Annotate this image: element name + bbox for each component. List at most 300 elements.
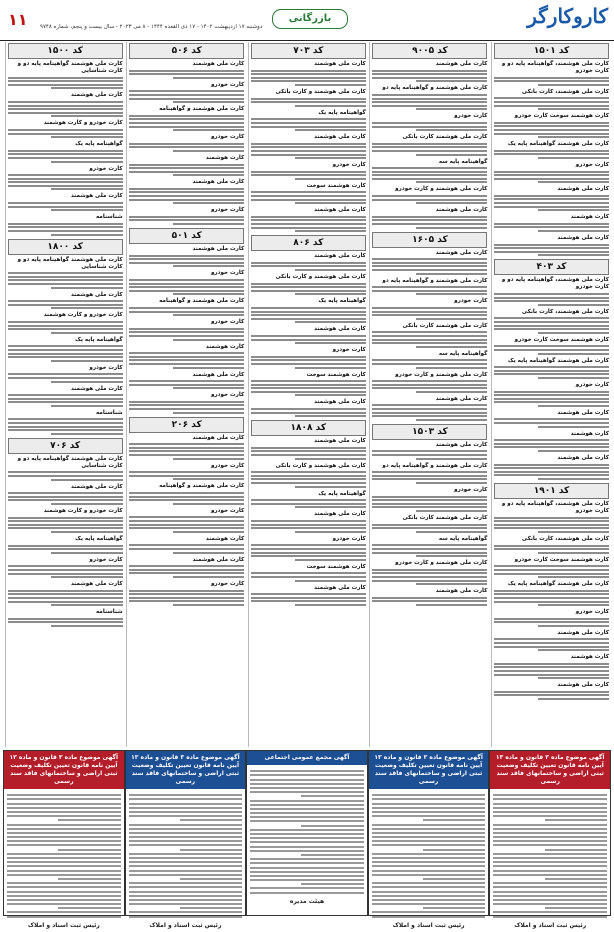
ad-text-line — [538, 332, 609, 334]
ad-text-line — [51, 503, 122, 505]
notice-text-line — [372, 811, 486, 813]
ad-text-line — [129, 516, 244, 518]
ad-text-line — [251, 593, 366, 595]
ad-text-line — [538, 405, 609, 407]
ad-text-line — [8, 174, 123, 176]
ad-text-line — [494, 293, 609, 295]
ad-text-line — [251, 199, 366, 201]
ad-text-line — [372, 265, 487, 267]
ad-text-line — [129, 115, 244, 117]
ad-text-line — [416, 419, 487, 421]
lost-document-ad — [372, 134, 487, 155]
ad-text-line — [8, 565, 123, 567]
ad-title: کارت خودرو — [210, 392, 245, 399]
ad-text-line — [51, 604, 122, 606]
ad-title: گواهینامه پایه یک — [318, 298, 366, 305]
column-code-header: کد ۷۰۳ — [251, 43, 366, 59]
notice-text-line — [372, 794, 486, 796]
lost-document-ad — [251, 326, 366, 344]
notice-text-line — [129, 803, 243, 805]
ad-text-line — [416, 227, 487, 229]
ad-text-line — [538, 698, 609, 700]
notice-text-line — [493, 882, 607, 884]
ad-text-line — [494, 670, 609, 672]
ad-text-line — [251, 126, 366, 128]
ad-text-line — [494, 370, 609, 372]
lost-document-ad — [129, 392, 244, 413]
ad-text-line — [494, 373, 609, 375]
notice-signature: رئیس ثبت اسناد و املاک — [149, 921, 222, 929]
ad-text-line — [416, 482, 487, 484]
ad-text-line — [295, 604, 366, 606]
notice-text-line — [7, 844, 121, 846]
notice-text-line — [7, 916, 121, 918]
lost-document-ad — [251, 207, 366, 232]
ad-text-line — [8, 272, 123, 274]
ad-text-line — [295, 531, 366, 533]
notice-text-line — [7, 807, 121, 809]
notice-text-line — [58, 907, 120, 909]
notice-text-line — [7, 882, 121, 884]
notice-text-line — [129, 811, 243, 813]
ad-text-line — [494, 321, 609, 323]
ad-text-line — [129, 520, 244, 522]
ad-text-line — [8, 398, 123, 400]
notice-text-line — [7, 832, 121, 834]
notice-boxes — [3, 750, 611, 929]
column-code-header: کد ۱۸۰۰ — [8, 239, 123, 255]
ad-text-line — [129, 118, 244, 120]
ad-text-line — [494, 202, 609, 204]
notice-text-line — [250, 850, 364, 852]
notice-text-line — [129, 844, 243, 846]
notice-text-line — [7, 870, 121, 872]
ad-text-line — [494, 439, 609, 441]
ad-text-line — [129, 307, 244, 309]
notice-text-line — [129, 798, 243, 800]
ad-title: کارت هوشمند سوخت — [306, 563, 366, 570]
ad-text-line — [494, 195, 609, 197]
ad-text-line — [494, 345, 609, 347]
ad-text-line — [8, 597, 123, 599]
notice-text-line — [250, 871, 364, 873]
ad-text-line — [251, 503, 366, 505]
notice-text-line — [423, 849, 485, 851]
ad-title: کارت ملی هوشمند گواهینامه پایه یک — [507, 357, 609, 364]
ad-text-line — [251, 73, 366, 75]
ad-text-line — [8, 226, 123, 228]
ad-text-line — [372, 314, 487, 316]
ad-text-line — [8, 545, 123, 547]
lost-document-ad — [8, 609, 123, 627]
lost-document-ad — [251, 463, 366, 488]
ad-text-line — [372, 342, 487, 344]
notice-text-line — [129, 828, 243, 830]
ad-text-line — [416, 346, 487, 348]
ad-text-line — [372, 70, 487, 72]
ad-text-line — [129, 331, 244, 333]
ad-text-line — [51, 161, 122, 163]
lost-document-ad — [251, 347, 366, 368]
ad-text-line — [251, 118, 366, 120]
ad-text-line — [173, 478, 244, 480]
ad-text-line — [8, 496, 123, 498]
notice-text-line — [372, 815, 486, 817]
notice-text-line — [372, 828, 486, 830]
ad-text-line — [416, 604, 487, 606]
ad-text-line — [538, 426, 609, 428]
ad-text-line — [251, 600, 366, 602]
notice-text-line — [493, 891, 607, 893]
ad-text-line — [538, 84, 609, 86]
ad-title: کارت ملی هوشمند، کارت بانکی — [521, 535, 609, 542]
ad-text-line — [8, 418, 123, 420]
lost-document-ad — [251, 253, 366, 271]
ad-text-line — [8, 492, 123, 494]
ad-text-line — [372, 499, 487, 501]
notice-text-line — [372, 853, 486, 855]
ad-text-line — [494, 223, 609, 225]
lost-document-ad — [129, 581, 244, 606]
lost-document-ad — [372, 536, 487, 557]
ad-text-line — [372, 475, 487, 477]
ad-title: کارت هوشمند — [205, 154, 245, 161]
ad-text-line — [129, 255, 244, 257]
ad-text-line — [8, 206, 123, 208]
lost-document-ad — [129, 319, 244, 340]
ad-text-line — [129, 565, 244, 567]
ad-title: کارت ملی هوشمند گواهینامه پایه دو و کارت شناسایی — [17, 256, 123, 270]
ad-title: کارت ملی هوشمند، گواهینامه پایه دو و کارت خودرو — [501, 277, 609, 291]
ad-text-line — [416, 202, 487, 204]
notice-text-line — [301, 825, 363, 827]
ad-text-line — [494, 446, 609, 448]
lost-document-ad — [251, 162, 366, 180]
ad-text-line — [494, 174, 609, 176]
ad-text-line — [8, 401, 123, 403]
ad-text-line — [129, 216, 244, 218]
ad-text-line — [173, 387, 244, 389]
ad-text-line — [251, 195, 366, 197]
ad-text-line — [8, 422, 123, 424]
ad-text-line — [129, 286, 244, 288]
ad-text-line — [8, 356, 123, 358]
ad-text-line — [295, 202, 366, 204]
column-code-header: کد ۱۸۰۸ — [251, 420, 366, 436]
ad-text-line — [295, 342, 366, 344]
ad-title: کارت ملی هوشمند — [192, 434, 245, 441]
ad-text-line — [295, 157, 366, 159]
notice-text-line — [250, 770, 364, 772]
lost-document-ad — [8, 337, 123, 362]
ad-text-line — [494, 125, 609, 127]
ad-text-line — [51, 287, 122, 289]
notice-text-line — [493, 899, 607, 901]
notice-text-line — [493, 886, 607, 888]
lost-document-ad — [494, 358, 609, 379]
lost-document-ad — [372, 159, 487, 184]
ad-text-line — [494, 545, 609, 547]
notice-text-line — [129, 903, 243, 905]
ad-text-line — [372, 339, 487, 341]
ad-title: کارت ملی هوشمند کارت بانکی — [402, 514, 488, 521]
notice-text-line — [372, 861, 486, 863]
lost-document-ad — [494, 277, 609, 305]
ad-text-line — [494, 349, 609, 351]
notice-text-line — [7, 840, 121, 842]
ad-text-line — [416, 181, 487, 183]
ad-text-line — [372, 105, 487, 107]
ad-title: گواهینامه پایه یک — [318, 109, 366, 116]
ad-text-line — [251, 471, 366, 473]
ad-text-line — [8, 202, 123, 204]
ad-title: کارت خودرو — [210, 580, 245, 587]
ad-text-line — [494, 171, 609, 173]
ad-title: کارت هوشمند — [570, 214, 609, 221]
ad-text-line — [494, 666, 609, 668]
column-code-header: کد ۲۰۶ — [129, 417, 244, 433]
ad-text-line — [8, 105, 123, 107]
ad-text-line — [8, 601, 123, 603]
ad-text-line — [295, 458, 366, 460]
ad-text-line — [251, 174, 366, 176]
ad-title: کارت ملی هوشمند — [435, 441, 488, 448]
ad-text-line — [494, 317, 609, 319]
lost-document-ad — [494, 162, 609, 183]
notice-text-line — [250, 879, 364, 881]
lost-document-ad — [494, 214, 609, 232]
lost-document-ad — [372, 113, 487, 131]
notice-text-line — [423, 819, 485, 821]
ad-text-line — [372, 199, 487, 201]
notice-text-line — [58, 878, 120, 880]
notice-text-line — [301, 795, 363, 797]
notice-text-line — [250, 841, 364, 843]
ad-title: کارت خودرو — [332, 347, 366, 354]
ad-text-line — [494, 133, 609, 135]
ad-text-line — [494, 101, 609, 103]
ad-title: کارت ملی هوشمند و گواهینامه پایه دو — [382, 85, 488, 92]
ad-text-line — [372, 597, 487, 599]
ad-title: کارت هوشمند — [570, 654, 609, 661]
ad-text-line — [494, 474, 609, 476]
notice-text-line — [493, 870, 607, 872]
notice-text-line — [493, 911, 607, 913]
lost-document-ad — [8, 214, 123, 235]
ad-text-line — [372, 262, 487, 264]
ad-columns — [3, 42, 611, 747]
ad-text-line — [8, 129, 123, 131]
ad-text-line — [129, 569, 244, 571]
ad-text-line — [372, 527, 487, 529]
ad-text-line — [372, 450, 487, 452]
ad-text-line — [494, 328, 609, 330]
lost-document-ad — [494, 557, 609, 578]
ad-text-line — [251, 454, 366, 456]
ad-title: کارت هوشمند سوخت کارت خودرو — [514, 113, 609, 120]
ad-text-line — [129, 262, 244, 264]
lost-document-ad — [129, 155, 244, 176]
notice-text-line — [493, 815, 607, 817]
notice-text-line — [493, 916, 607, 918]
ad-text-line — [129, 191, 244, 193]
notice-text-line — [250, 779, 364, 781]
ad-text-line — [129, 363, 244, 365]
ad-text-line — [8, 499, 123, 501]
lost-document-ad — [494, 309, 609, 334]
ad-text-line — [372, 94, 487, 96]
lost-document-ad — [129, 435, 244, 460]
ad-text-line — [8, 84, 123, 86]
notice-text-line — [372, 903, 486, 905]
lost-document-ad — [251, 61, 366, 86]
ad-title: شناسنامه — [95, 609, 123, 616]
ad-title: کارت خودرو — [575, 609, 609, 616]
ad-title: کارت ملی هوشمند و کارت خودرو — [395, 560, 488, 567]
ad-text-line — [372, 471, 487, 473]
ad-text-line — [494, 691, 609, 693]
ad-text-line — [538, 377, 609, 379]
ad-title: کارت ملی هوشمند و کارت خودرو — [395, 186, 488, 193]
ad-text-line — [251, 311, 366, 313]
ad-text-line — [251, 122, 366, 124]
ad-text-line — [173, 458, 244, 460]
ad-text-line — [129, 450, 244, 452]
notice-text-line — [7, 824, 121, 826]
ad-text-line — [173, 552, 244, 554]
ad-text-line — [416, 367, 487, 369]
lost-document-ad — [372, 323, 487, 348]
notice-text-line — [493, 844, 607, 846]
column-code-header: کد ۴۰۳ — [494, 259, 609, 275]
ad-title: کارت ملی هوشمند، کارت بانکی — [521, 88, 609, 95]
ad-text-line — [251, 77, 366, 79]
ad-text-line — [372, 174, 487, 176]
notice-text-line — [372, 807, 486, 809]
ad-text-line — [372, 223, 487, 225]
ad-title: کارت ملی هوشمند — [192, 246, 245, 253]
ad-title: کارت ملی هوشمند، گواهینامه پایه دو و کارت خودرو — [501, 501, 609, 514]
lost-document-ad — [129, 557, 244, 578]
ad-text-line — [295, 367, 366, 369]
ad-text-line — [538, 625, 609, 627]
ad-title: کارت خودرو و کارت هوشمند — [43, 120, 123, 127]
notice-text-line — [250, 808, 364, 810]
ad-title: کارت خودرو و کارت هوشمند — [43, 508, 123, 514]
ad-text-line — [372, 503, 487, 505]
notice-text-line — [7, 891, 121, 893]
ad-text-line — [251, 171, 366, 173]
ad-text-line — [129, 471, 244, 473]
ad-text-line — [251, 548, 366, 550]
ad-text-line — [8, 524, 123, 526]
ad-text-line — [538, 157, 609, 159]
ad-text-line — [8, 349, 123, 351]
ad-text-line — [129, 283, 244, 285]
ad-text-line — [251, 555, 366, 557]
lost-document-ad — [372, 207, 487, 228]
lost-document-ad — [8, 484, 123, 505]
notice-text-line — [493, 832, 607, 834]
ad-text-line — [251, 499, 366, 501]
ad-column — [5, 42, 125, 747]
ad-text-line — [251, 154, 366, 156]
ad-title: گواهینامه پایه یک — [75, 336, 123, 343]
ad-title: کارت خودرو — [454, 487, 488, 493]
ad-text-line — [8, 618, 123, 620]
ad-text-line — [295, 105, 366, 107]
notice-body — [126, 789, 246, 932]
lost-document-ad — [8, 120, 123, 138]
ad-text-line — [129, 548, 244, 550]
lost-document-ad — [129, 270, 244, 295]
ad-text-line — [372, 331, 487, 333]
ad-text-line — [372, 496, 487, 498]
ad-text-line — [51, 405, 122, 407]
ad-text-line — [372, 335, 487, 337]
lost-document-ad — [372, 351, 487, 369]
ad-text-line — [538, 304, 609, 306]
ad-text-line — [372, 73, 487, 75]
ad-text-line — [494, 646, 609, 648]
ad-text-line — [51, 209, 122, 211]
lost-document-ad — [494, 61, 609, 86]
ad-text-line — [51, 479, 122, 481]
ad-text-line — [251, 191, 366, 193]
ad-text-line — [416, 510, 487, 512]
ad-title: کارت ملی هوشمند — [70, 483, 123, 490]
ad-text-line — [8, 621, 123, 623]
lost-document-ad — [251, 564, 366, 582]
notice-text-line — [250, 812, 364, 814]
notice-text-line — [493, 865, 607, 867]
lost-document-ad — [372, 515, 487, 533]
ad-text-line — [173, 202, 244, 204]
notice-text-line — [372, 865, 486, 867]
ad-text-line — [251, 80, 366, 82]
ad-text-line — [295, 559, 366, 561]
ad-text-line — [538, 136, 609, 138]
notice-text-line — [7, 895, 121, 897]
ad-text-line — [251, 478, 366, 480]
notice-signature: هیئت مدیره — [289, 897, 325, 905]
ad-text-line — [416, 273, 487, 275]
ad-column — [491, 42, 611, 747]
ad-text-line — [129, 359, 244, 361]
ad-text-line — [8, 112, 123, 114]
ad-text-line — [129, 219, 244, 221]
ad-title: کارت خودرو — [210, 207, 245, 214]
ad-text-line — [416, 458, 487, 460]
notice-text-line — [372, 911, 486, 913]
notice-text-line — [7, 811, 121, 813]
ad-text-line — [494, 527, 609, 529]
issue-dateline: دوشنبه ۱۷ اردیبهشت ۱۴۰۲ - ۱۷ ذی القعده ۱۴۴۴ - ۸ می ۲۰۲۳ - سال بیست و پنجم، شماره ۹۷۴۸ — [40, 24, 263, 30]
ad-text-line — [372, 544, 487, 546]
lost-document-ad — [251, 491, 366, 509]
ad-title: گواهینامه پایه یک — [75, 535, 123, 542]
ad-title: گواهینامه پایه سه — [438, 535, 488, 542]
lost-document-ad — [372, 278, 487, 296]
notice-text-line — [301, 854, 363, 856]
ad-text-line — [251, 576, 366, 578]
notice-text-line — [129, 916, 243, 918]
ad-text-line — [372, 307, 487, 309]
ad-text-line — [494, 247, 609, 249]
ad-text-line — [372, 311, 487, 313]
ad-text-line — [494, 80, 609, 82]
notice-text-line — [129, 874, 243, 876]
